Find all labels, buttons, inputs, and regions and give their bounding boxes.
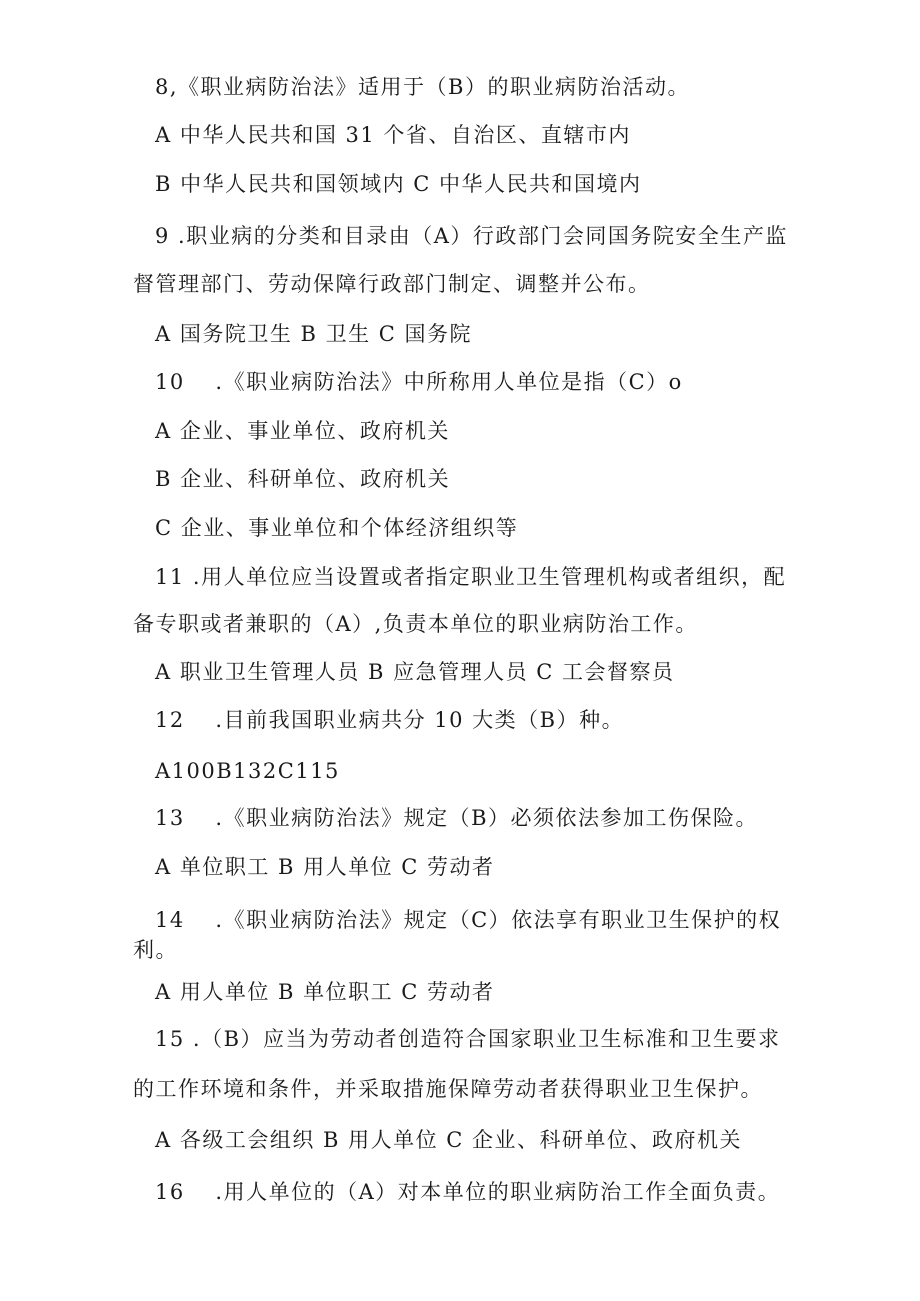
question-8-options-bc: B 中华人民共和国领域内 C 中华人民共和国境内 [155,172,642,196]
question-15: 15 .（B）应当为劳动者创造符合国家职业卫生标准和卫生要求 [155,1027,781,1051]
question-11-options: A 职业卫生管理人员 B 应急管理人员 C 工会督察员 [155,660,675,684]
question-14-continued: 利。 [133,938,178,962]
question-14: 14 .《职业病防治法》规定（C）依法享有职业卫生保护的权 [155,908,782,932]
question-9-continued: 督管理部门、劳动保障行政部门制定、调整并公布。 [133,272,651,296]
question-15-continued: 的工作环境和条件，并采取措施保障劳动者获得职业卫生保护。 [133,1077,763,1101]
question-13: 13 .《职业病防治法》规定（B）必须依法参加工伤保险。 [155,806,759,830]
question-9: 9 .职业病的分类和目录由（A）行政部门会同国务院安全生产监 [155,224,788,248]
question-10-option-b: B 企业、科研单位、政府机关 [155,467,451,491]
question-13-options: A 单位职工 B 用人单位 C 劳动者 [155,855,495,879]
question-11: 11 .用人单位应当设置或者指定职业卫生管理机构或者组织，配 [155,565,787,589]
question-9-options: A 国务院卫生 B 卫生 C 国务院 [155,322,473,346]
question-16: 16 .用人单位的（A）对本单位的职业病防治工作全面负责。 [155,1180,781,1204]
question-11-continued: 备专职或者兼职的（A）,负责本单位的职业病防治工作。 [133,612,698,636]
question-12: 12 .目前我国职业病共分 10 大类（B）种。 [155,708,625,732]
question-10-option-c: C 企业、事业单位和个体经济组织等 [155,516,519,540]
question-8-option-a: A 中华人民共和国 31 个省、自治区、直辖市内 [155,123,631,147]
question-15-options: A 各级工会组织 B 用人单位 C 企业、科研单位、政府机关 [155,1128,743,1152]
question-8: 8,《职业病防治法》适用于（B）的职业病防治活动。 [155,75,690,99]
question-12-options: A100B132C115 [155,759,340,783]
question-10: 10 .《职业病防治法》中所称用人单位是指（C）o [155,370,683,394]
question-14-options: A 用人单位 B 单位职工 C 劳动者 [155,980,495,1004]
question-10-option-a: A 企业、事业单位、政府机关 [155,419,450,443]
